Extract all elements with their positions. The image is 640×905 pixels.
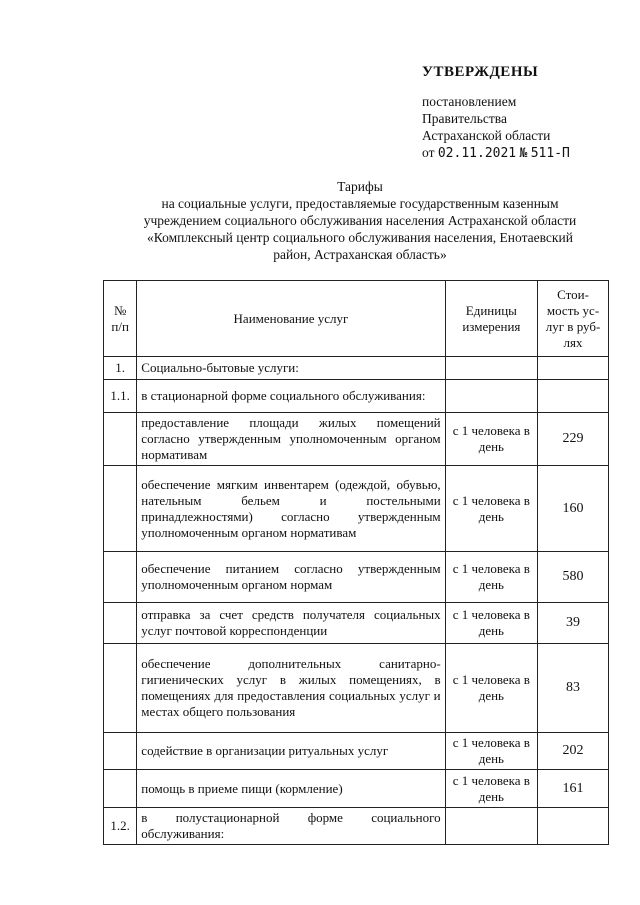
row-unit: с 1 человека в день — [445, 603, 537, 644]
row-name: Социально-бытовые услуги: — [137, 357, 445, 380]
approval-number: 511-П — [530, 146, 570, 161]
table-row — [104, 413, 609, 466]
row-unit — [445, 357, 537, 380]
tariffs-table — [103, 280, 609, 845]
row-num — [104, 413, 137, 466]
table-header-row — [104, 281, 609, 357]
approval-date-line — [422, 144, 632, 162]
row-name: в стационарной форме социального обслуживания: — [137, 380, 445, 413]
table-row — [104, 644, 609, 733]
header-cost: Стои-мость ус-луг в руб-лях — [538, 281, 609, 357]
row-num — [104, 644, 137, 733]
row-name: предоставление площади жилых помещений согласно утвержденным уполномоченным органом нормативам — [137, 413, 445, 466]
row-unit — [445, 808, 537, 845]
row-name: помощь в приеме пищи (кормление) — [137, 770, 445, 808]
row-num — [104, 552, 137, 603]
row-cost — [538, 357, 609, 380]
row-name: обеспечение питанием согласно утвержденным уполномоченным органом нормам — [137, 552, 445, 603]
row-num: 1.2. — [104, 808, 137, 845]
row-num — [104, 770, 137, 808]
approval-line-2: Правительства — [422, 111, 507, 126]
header-name: Наименование услуг — [137, 281, 445, 357]
table-row — [104, 603, 609, 644]
row-name: отправка за счет средств получателя социальных услуг почтовой корреспонденции — [137, 603, 445, 644]
row-name: содействие в организации ритуальных услуг — [137, 733, 445, 770]
row-num — [104, 733, 137, 770]
row-unit: с 1 человека в день — [445, 644, 537, 733]
row-num: 1. — [104, 357, 137, 380]
row-cost: 39 — [538, 603, 609, 644]
header-num: № п/п — [104, 281, 137, 357]
title-line-4: «Комплексный центр социального обслуживания населения, Енотаевский — [147, 230, 573, 245]
row-num — [104, 466, 137, 552]
approval-block — [422, 64, 632, 162]
row-unit: с 1 человека в день — [445, 413, 537, 466]
header-unit: Единицы измерения — [445, 281, 537, 357]
row-cost: 83 — [538, 644, 609, 733]
date-prefix: от — [422, 145, 435, 160]
approval-date: 02.11.2021 — [437, 146, 517, 161]
row-unit: с 1 человека в день — [445, 770, 537, 808]
row-name: обеспечение мягким инвентарем (одеждой, обувью, нательным бельем и постельными принадлежностями) согласно утвержденным уполномоченным органом нормативам — [137, 466, 445, 552]
approval-title: УТВЕРЖДЕНЫ — [422, 64, 539, 80]
row-unit — [445, 380, 537, 413]
approval-line-1: постановлением — [422, 94, 517, 109]
table-row — [104, 357, 609, 380]
row-name: в полустационарной форме социального обслуживания: — [137, 808, 445, 845]
row-name: обеспечение дополнительных санитарно-гигиенических услуг в жилых помещениях, в помещениях для предоставления социальных услуг и местах общего пользования — [137, 644, 445, 733]
row-cost: 160 — [538, 466, 609, 552]
row-cost: 202 — [538, 733, 609, 770]
document-title — [100, 178, 620, 263]
title-line-1: Тарифы — [337, 179, 383, 194]
row-num — [104, 603, 137, 644]
row-unit: с 1 человека в день — [445, 466, 537, 552]
table-row — [104, 466, 609, 552]
table-row — [104, 770, 609, 808]
row-unit: с 1 человека в день — [445, 552, 537, 603]
row-cost — [538, 808, 609, 845]
row-cost: 229 — [538, 413, 609, 466]
row-cost — [538, 380, 609, 413]
title-line-2: на социальные услуги, предоставляемые государственным казенным — [161, 196, 559, 211]
table-row — [104, 552, 609, 603]
row-num: 1.1. — [104, 380, 137, 413]
row-cost: 161 — [538, 770, 609, 808]
table-row — [104, 733, 609, 770]
table-row — [104, 808, 609, 845]
title-line-3: учреждением социального обслуживания населения Астраханской области — [143, 213, 577, 228]
row-cost: 580 — [538, 552, 609, 603]
number-prefix: № — [519, 146, 528, 161]
table-row — [104, 380, 609, 413]
title-line-5: район, Астраханская область» — [273, 247, 447, 262]
approval-line-3: Астраханской области — [422, 128, 551, 143]
row-unit: с 1 человека в день — [445, 733, 537, 770]
